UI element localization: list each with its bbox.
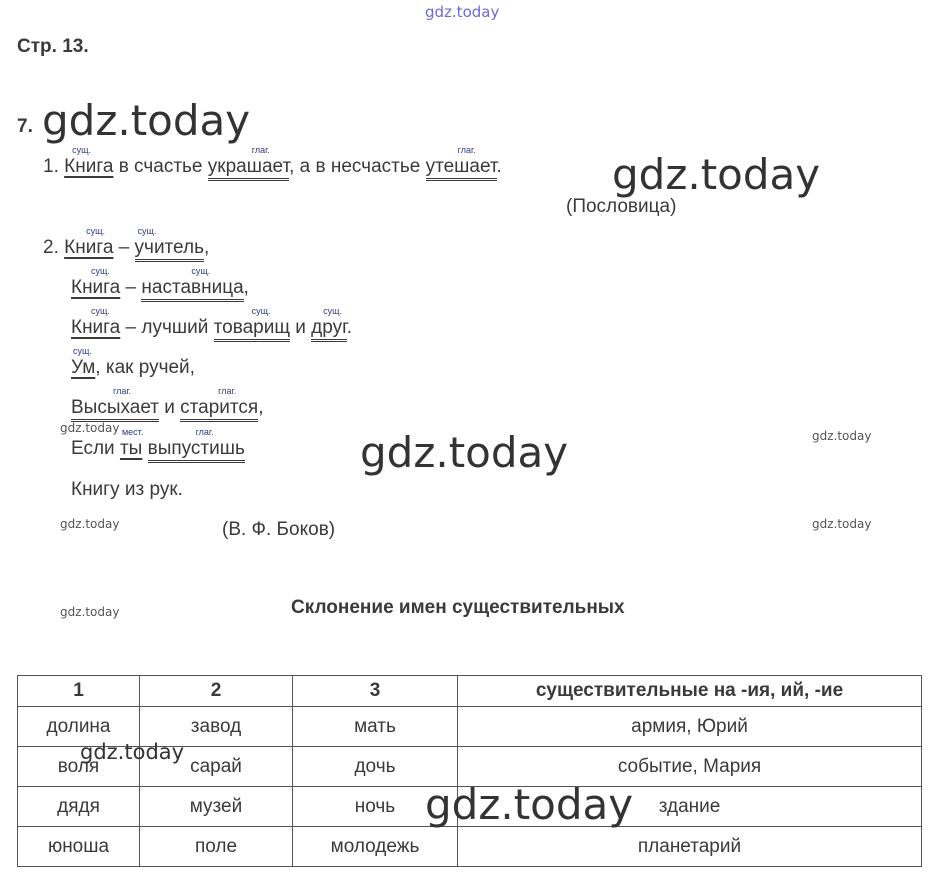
pos-tag: сущ. [137,226,157,236]
word-subject [71,306,121,338]
table-cell: армия, Юрий [458,707,922,747]
table-cell: ночь [293,787,458,827]
punct: , [243,277,249,298]
watermark-large-1: gdz.today [42,96,251,145]
poem-line-5 [71,386,264,419]
word-plain: Если [71,438,115,459]
word-predicate [71,386,159,422]
table-cell: завод [140,707,293,747]
table-cell: молодежь [293,827,458,867]
table-row [18,827,922,867]
proverb-line [43,145,502,178]
word-predicate [134,226,204,262]
word-plain: , а в несчастье [289,156,421,177]
word-predicate [180,386,259,422]
punct: , [203,237,210,258]
page-label: Стр. 13. [17,36,89,57]
proverb-source: (Пословица) [566,196,677,217]
table-cell: дядя [18,787,140,827]
pos-tag: сущ. [91,266,110,276]
declension-table [17,675,922,867]
word-plain: и [164,397,175,418]
word-plain: , как ручей, [95,357,195,378]
watermark-small: gdz.today [60,421,120,435]
word-plain: – лучший [125,317,209,338]
pos-tag: сущ. [251,306,271,316]
pos-tag: глаг. [113,386,132,396]
word-text: наставница [141,277,244,298]
pos-tag: мест. [121,427,144,437]
word-text: учитель [134,237,204,258]
table-cell: долина [18,707,140,747]
poem-line-6 [71,427,245,460]
word-predicate [311,306,347,342]
pos-tag: сущ. [91,306,110,316]
watermark-small: gdz.today [812,429,872,443]
table-header-row [18,676,922,707]
word-subject [119,427,144,459]
table-cell: юноша [18,827,140,867]
word-text: Книга [64,156,114,177]
watermark-small: gdz.today [60,517,120,531]
pos-tag: сущ. [191,266,211,276]
word-plain: и [295,317,306,338]
punct: , [258,397,264,418]
word-predicate [141,266,244,302]
pos-tag: глаг. [195,427,214,437]
word-plain: в счастье [118,156,203,177]
word-text: друг [311,317,347,338]
word-text: Книга [64,237,114,258]
table-cell: планетарий [458,827,922,867]
pos-tag: глаг. [218,386,237,396]
word-text: Ум [71,357,96,378]
dash: – [125,277,137,298]
pos-tag: сущ. [72,145,92,155]
word-predicate [213,306,290,342]
watermark-top: gdz.today [425,3,500,21]
task-number: 7. [17,116,33,137]
pos-tag: глаг. [457,145,476,155]
pos-tag: сущ. [323,306,343,316]
table-cell: дочь [293,747,458,787]
word-predicate [207,145,290,181]
watermark-large-3: gdz.today [360,428,569,477]
word-text: Книга [71,277,121,298]
word-text: Книга [71,317,121,338]
poem-line-2 [71,266,249,299]
word-subject [71,266,121,298]
word-text: ты [119,438,143,459]
table-cell: здание [458,787,922,827]
punct: . [496,156,502,177]
table-cell: поле [140,827,293,867]
watermark-large-4: gdz.today [425,780,634,829]
poem-line-3 [71,306,352,339]
table-header-cell: 3 [293,676,458,707]
table-cell: мать [293,707,458,747]
table-cell: сарай [140,747,293,787]
watermark-medium: gdz.today [80,740,185,764]
poem-line-7: Книгу из рук. [71,479,183,500]
word-text: выпустишь [147,438,245,459]
word-text: украшает [207,156,290,177]
pos-tag: глаг. [251,145,270,155]
dash: – [118,237,130,258]
table-cell: воля [18,747,140,787]
word-subject [64,145,114,177]
punct: . [346,317,352,338]
word-predicate [147,427,245,463]
word-text: старится [180,397,259,418]
word-predicate [425,145,497,181]
word-text: товарищ [213,317,290,338]
poem-line-4 [71,346,195,379]
watermark-large-2: gdz.today [612,150,821,199]
table-header-cell: существительные на -ия, ий, -ие [458,676,922,707]
word-text: Высыхает [71,397,159,418]
table-cell: музей [140,787,293,827]
table-header-cell: 1 [18,676,140,707]
table-cell: событие, Мария [458,747,922,787]
word-subject [64,226,114,258]
table-title: Склонение имен существительных [291,597,625,618]
word-subject [71,346,96,378]
watermark-small: gdz.today [812,517,872,531]
table-header-cell: 2 [140,676,293,707]
pos-tag: сущ. [86,226,106,236]
poem-line-1 [43,226,210,259]
poem-author: (В. Ф. Боков) [222,519,336,540]
watermark-small: gdz.today [60,605,120,619]
pos-tag: сущ. [73,346,92,356]
item-number: 2. [43,237,59,258]
word-text: утешает [425,156,497,177]
item-number: 1. [43,156,59,177]
